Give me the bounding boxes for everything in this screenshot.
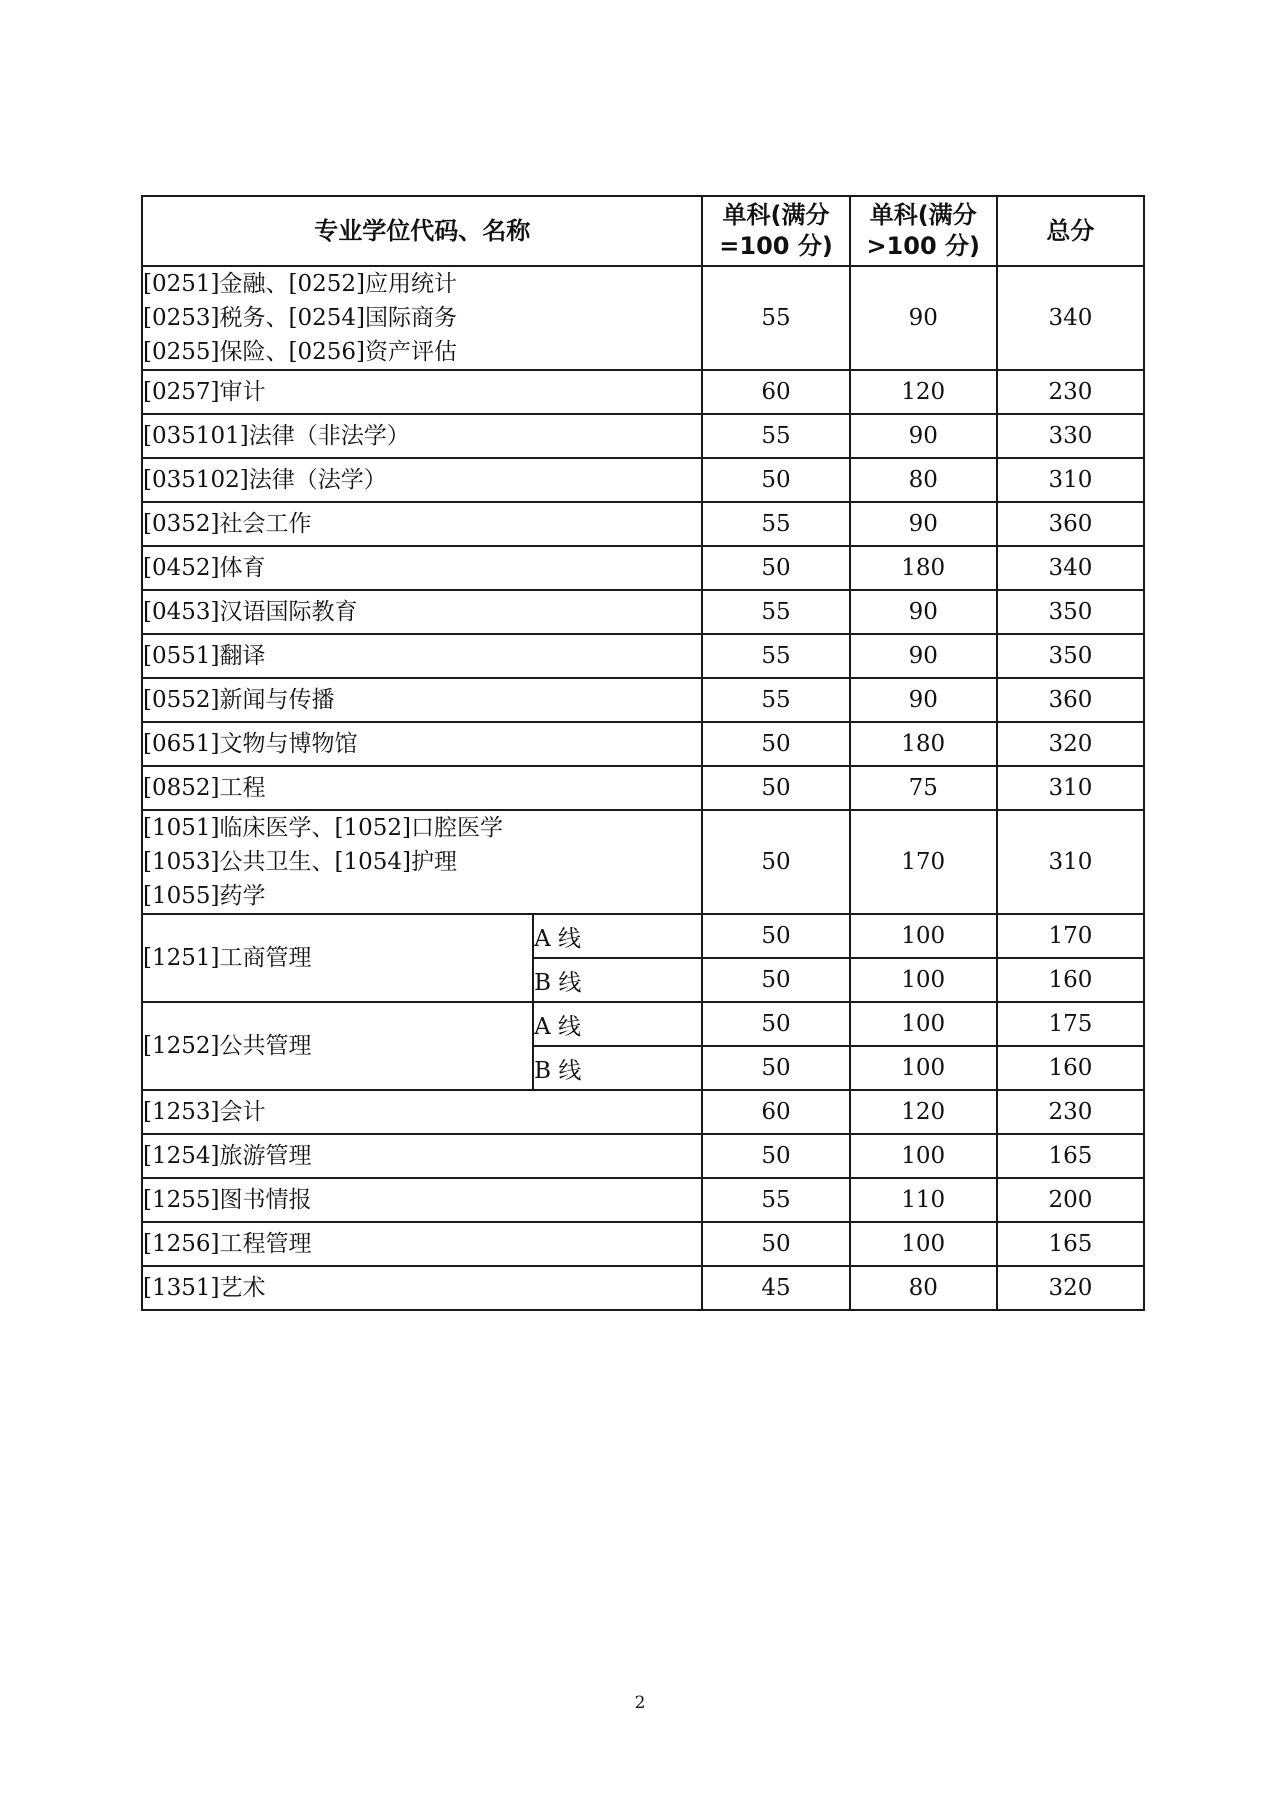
single-100-score: 55 [702,678,849,722]
single-over-100-score: 180 [850,722,997,766]
degree-name-cell [142,1090,702,1134]
total-score: 160 [997,1046,1144,1090]
degree-name-cell: [1251]工商管理 [142,914,533,1002]
total-score: 350 [997,634,1144,678]
single-100-score: 55 [702,414,849,458]
total-score: 165 [997,1134,1144,1178]
degree-name-cell [142,766,702,810]
total-score: 175 [997,1002,1144,1046]
score-line-label: A 线 [533,1002,702,1046]
single-over-100-score: 90 [850,414,997,458]
single-100-score: 50 [702,1222,849,1266]
single-over-100-score: 120 [850,1090,997,1134]
header-single-100-line1: 单科(满分 [722,201,830,229]
table-row [142,1090,1144,1134]
table-row [142,722,1144,766]
header-single-over-line2: >100 分) [866,232,980,260]
degree-name-line: [0453]汉语国际教育 [143,599,358,625]
score-line-label: B 线 [533,958,702,1002]
header-total: 总分 [997,196,1144,266]
single-100-score: 60 [702,1090,849,1134]
table-row [142,914,1144,958]
degree-name-cell [142,590,702,634]
table-row [142,458,1144,502]
single-over-100-score: 120 [850,370,997,414]
header-single-over-line1: 单科(满分 [869,201,977,229]
degree-name-line: [035102]法律（法学） [143,467,387,493]
total-score: 170 [997,914,1144,958]
single-100-score: 50 [702,958,849,1002]
degree-name-cell [142,634,702,678]
total-score: 310 [997,766,1144,810]
degree-name-line: [1253]会计 [143,1099,266,1125]
single-100-score: 50 [702,1046,849,1090]
single-over-100-score: 80 [850,1266,997,1310]
page-number: 2 [634,1693,646,1713]
header-single-over-100 [850,196,997,266]
table-row [142,810,1144,914]
degree-name-cell [142,722,702,766]
total-score: 320 [997,1266,1144,1310]
total-score: 320 [997,722,1144,766]
degree-name-line: [1256]工程管理 [143,1231,312,1257]
total-score: 340 [997,266,1144,370]
header-single-100-line2: =100 分) [719,232,833,260]
table-row [142,590,1144,634]
total-score: 165 [997,1222,1144,1266]
single-100-score: 50 [702,1134,849,1178]
total-score: 310 [997,810,1144,914]
total-score: 310 [997,458,1144,502]
degree-name-line: [0253]税务、[0254]国际商务 [143,305,457,331]
table-row [142,266,1144,370]
degree-name-line: [0552]新闻与传播 [143,687,335,713]
single-100-score: 50 [702,914,849,958]
single-over-100-score: 90 [850,678,997,722]
total-score: 360 [997,678,1144,722]
table-row [142,1178,1144,1222]
degree-name-cell [142,810,702,914]
header-single-100 [702,196,849,266]
table-row [142,766,1144,810]
single-100-score: 60 [702,370,849,414]
single-over-100-score: 80 [850,458,997,502]
table-row [142,1222,1144,1266]
degree-name-cell [142,1134,702,1178]
table-row [142,414,1144,458]
table-row [142,546,1144,590]
header-name: 专业学位代码、名称 [142,196,702,266]
total-score: 200 [997,1178,1144,1222]
degree-name-line: [0255]保险、[0256]资产评估 [143,339,457,365]
total-score: 350 [997,590,1144,634]
single-over-100-score: 110 [850,1178,997,1222]
single-over-100-score: 90 [850,634,997,678]
degree-name-cell [142,546,702,590]
degree-name-line: [1255]图书情报 [143,1187,312,1213]
single-over-100-score: 100 [850,914,997,958]
single-over-100-score: 100 [850,1046,997,1090]
single-100-score: 50 [702,810,849,914]
total-score: 340 [997,546,1144,590]
single-over-100-score: 90 [850,266,997,370]
degree-name-line: [0551]翻译 [143,643,266,669]
single-over-100-score: 170 [850,810,997,914]
table-row [142,370,1144,414]
single-100-score: 55 [702,590,849,634]
table-row [142,502,1144,546]
degree-name-cell [142,458,702,502]
table-row [142,1266,1144,1310]
single-over-100-score: 100 [850,1134,997,1178]
score-line-label: A 线 [533,914,702,958]
degree-name-line: [0452]体育 [143,555,266,581]
table-body [142,266,1144,1310]
single-100-score: 50 [702,1002,849,1046]
degree-name-cell [142,266,702,370]
single-over-100-score: 100 [850,1222,997,1266]
single-over-100-score: 90 [850,502,997,546]
degree-name-line: [0251]金融、[0252]应用统计 [143,271,457,297]
table-row [142,1134,1144,1178]
degree-name-line: [1053]公共卫生、[1054]护理 [143,849,457,875]
degree-name-line: [0257]审计 [143,379,266,405]
degree-name-cell: [1252]公共管理 [142,1002,533,1090]
total-score: 160 [997,958,1144,1002]
degree-name-cell [142,502,702,546]
total-score: 230 [997,1090,1144,1134]
degree-name-cell [142,678,702,722]
degree-name-cell [142,370,702,414]
score-table [141,195,1145,1311]
single-100-score: 55 [702,1178,849,1222]
single-100-score: 55 [702,266,849,370]
single-100-score: 55 [702,634,849,678]
single-over-100-score: 90 [850,590,997,634]
single-over-100-score: 75 [850,766,997,810]
table-header-row [142,196,1144,266]
total-score: 330 [997,414,1144,458]
table-row [142,1002,1144,1046]
degree-name-cell [142,1178,702,1222]
degree-name-line: [1055]药学 [143,883,266,909]
degree-name-line: [1051]临床医学、[1052]口腔医学 [143,815,503,841]
table-row [142,634,1144,678]
total-score: 360 [997,502,1144,546]
score-line-label: B 线 [533,1046,702,1090]
degree-name-cell [142,414,702,458]
degree-name-cell [142,1266,702,1310]
degree-name-cell [142,1222,702,1266]
single-100-score: 45 [702,1266,849,1310]
table-row [142,678,1144,722]
total-score: 230 [997,370,1144,414]
single-over-100-score: 100 [850,1002,997,1046]
single-100-score: 50 [702,546,849,590]
degree-name-line: [0352]社会工作 [143,511,312,537]
single-over-100-score: 180 [850,546,997,590]
single-100-score: 50 [702,458,849,502]
single-100-score: 55 [702,502,849,546]
single-100-score: 50 [702,722,849,766]
degree-name-line: [1254]旅游管理 [143,1143,312,1169]
single-100-score: 50 [702,766,849,810]
degree-name-line: [0651]文物与博物馆 [143,731,358,757]
degree-name-line: [1351]艺术 [143,1275,266,1301]
degree-name-line: [0852]工程 [143,775,266,801]
degree-name-line: [035101]法律（非法学） [143,423,410,449]
single-over-100-score: 100 [850,958,997,1002]
